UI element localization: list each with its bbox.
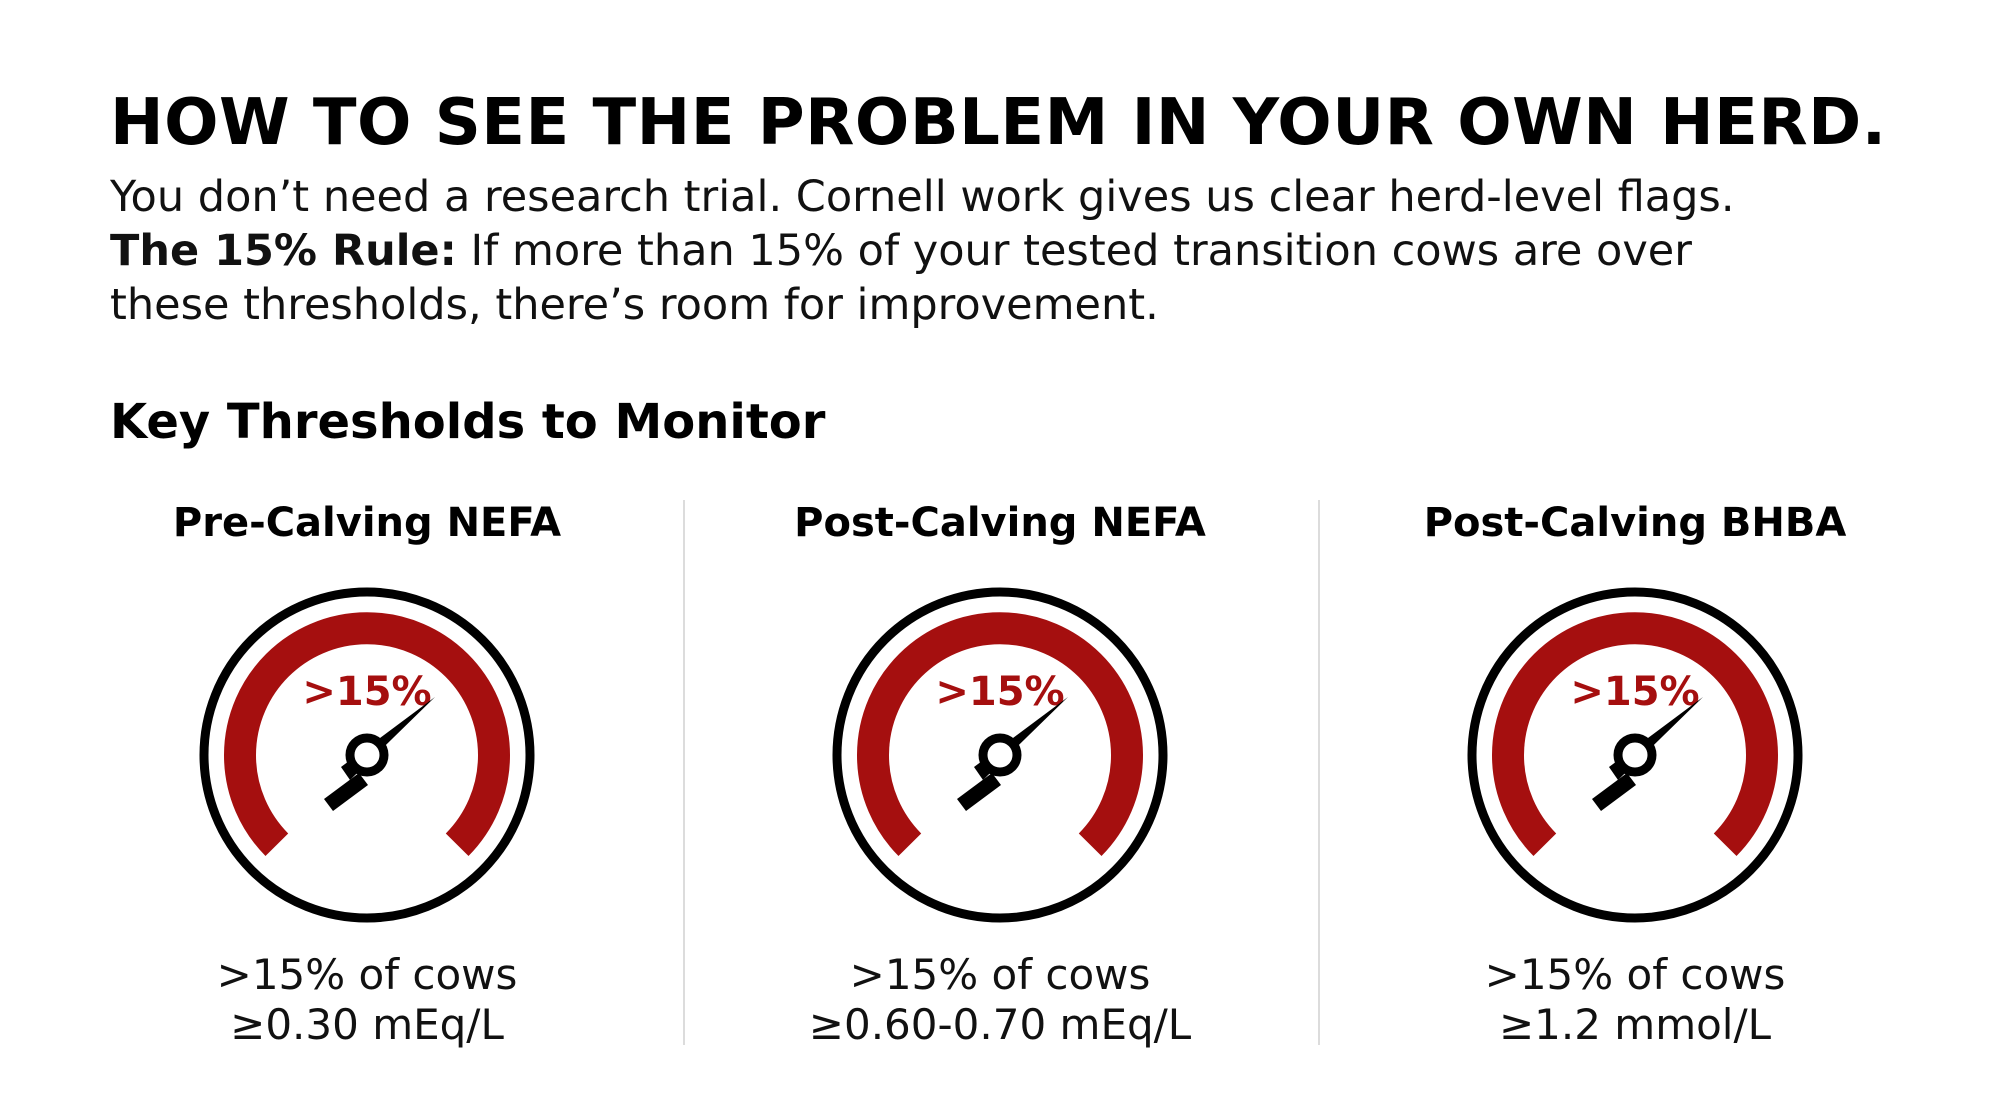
gauge-pivot	[350, 738, 384, 772]
threshold-card-title: Pre-Calving NEFA	[172, 500, 562, 546]
gauge-pivot	[983, 738, 1017, 772]
gauge-pivot	[1618, 738, 1652, 772]
threshold-caption-share: >15% of cows	[1484, 950, 1786, 999]
rule-text: If more than 15% of your tested transition cows are over these thresholds, there’s room for improvement.	[110, 226, 1692, 330]
threshold-card-pre-calving-nefa	[67, 500, 667, 1060]
threshold-caption-value: ≥1.2 mmol/L	[1498, 1000, 1772, 1049]
threshold-card-title: Post-Calving BHBA	[1423, 500, 1847, 546]
threshold-caption-value: ≥0.60-0.70 mEq/L	[808, 1000, 1192, 1049]
gauge-percentage-label: >15%	[1570, 669, 1700, 715]
threshold-caption-share: >15% of cows	[849, 950, 1151, 999]
gauge-percentage-label: >15%	[935, 669, 1065, 715]
column-divider-1	[683, 500, 685, 1045]
gauge-icon	[830, 585, 1170, 925]
section-heading: Key Thresholds to Monitor	[110, 394, 826, 450]
gauge-icon	[1465, 585, 1805, 925]
threshold-card-post-calving-nefa	[700, 500, 1300, 1060]
gauge-svg	[1465, 585, 1805, 925]
threshold-caption-value: ≥0.30 mEq/L	[230, 1000, 504, 1049]
threshold-caption-share: >15% of cows	[216, 950, 518, 999]
page-title: HOW TO SEE THE PROBLEM IN YOUR OWN HERD.	[110, 86, 1887, 160]
gauge-svg	[197, 585, 537, 925]
threshold-card-post-calving-bhba	[1335, 500, 1935, 1060]
column-divider-2	[1318, 500, 1320, 1045]
gauge-svg	[830, 585, 1170, 925]
rule-label: The 15% Rule:	[110, 226, 457, 276]
intro-text	[110, 170, 1810, 332]
gauge-icon	[197, 585, 537, 925]
threshold-card-title: Post-Calving NEFA	[794, 500, 1206, 546]
intro-line-1: You don’t need a research trial. Cornell work gives us clear herd-level flags.	[110, 172, 1735, 222]
gauge-percentage-label: >15%	[302, 669, 432, 715]
